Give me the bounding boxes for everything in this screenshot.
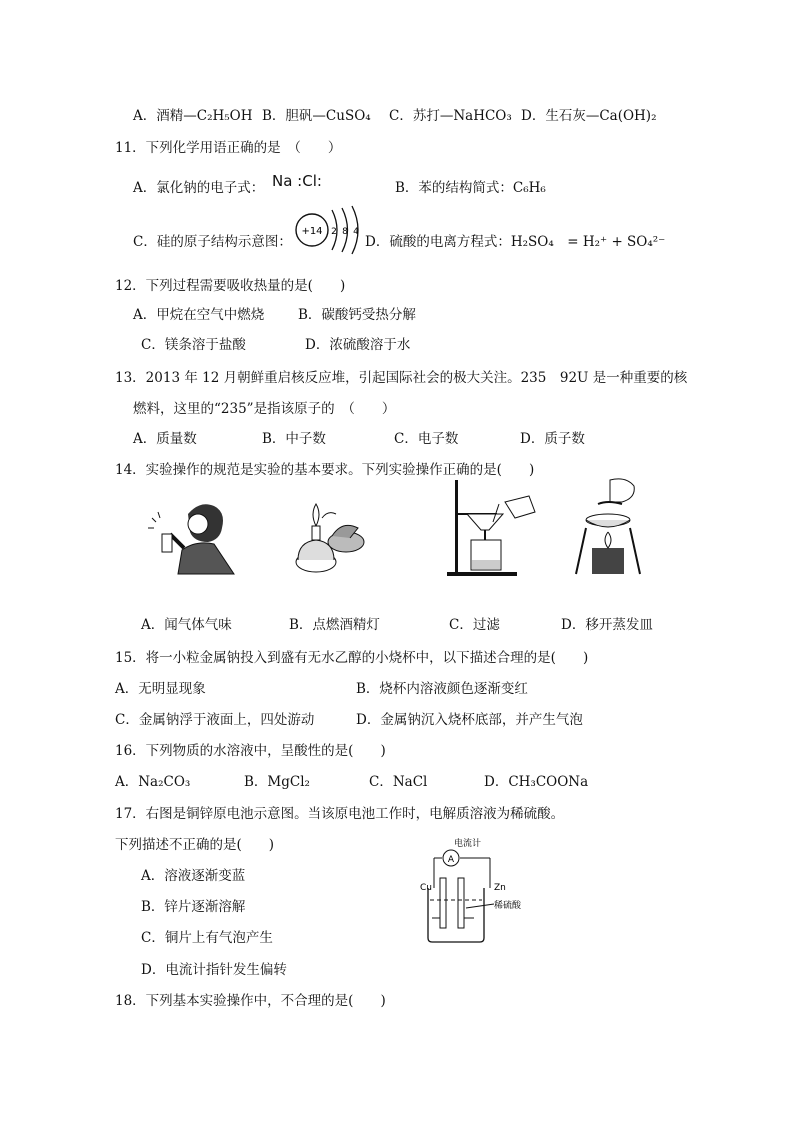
q12-stem: 12．下列过程需要吸收热量的是( ) <box>115 278 346 294</box>
q12-option-d: D．浓硫酸溶于水 <box>305 337 411 353</box>
q17-option-b: B．锌片逐渐溶解 <box>141 899 246 915</box>
q17-option-c: C．铜片上有气泡产生 <box>141 930 273 946</box>
q16-option-a: A．Na₂CO₃ <box>115 774 191 790</box>
q13-option-a: A．质量数 <box>133 431 197 447</box>
q10-option-a: A．酒精—C₂H₅OH <box>133 108 253 124</box>
q16-option-c: C．NaCl <box>369 774 428 790</box>
q15-stem: 15．将一小粒金属钠投入到盛有无水乙醇的小烧杯中，以下描述合理的是( ) <box>115 650 589 666</box>
silicon-atom-diagram <box>290 204 366 256</box>
q11-option-d: D．硫酸的电离方程式：H₂SO₄ = H₂⁺ + SO₄²⁻ <box>365 234 666 250</box>
q13-option-b: B．中子数 <box>262 431 326 447</box>
q12-option-c: C．镁条溶于盐酸 <box>141 337 246 353</box>
q11-stem: 11．下列化学用语正确的是 （ ） <box>115 140 342 156</box>
q13-stem-line2: 燃料，这里的“235”是指该原子的 （ ） <box>133 401 396 417</box>
q17-option-d: D．电流计指针发生偏转 <box>141 962 287 978</box>
q14-option-d: D．移开蒸发皿 <box>561 617 653 633</box>
alcohol-lamp-image <box>292 492 370 576</box>
q17-stem: 17．右图是铜锌原电池示意图。当该原电池工作时，电解质溶液为稀硫酸。 <box>115 806 565 822</box>
copper-electrode-label: Cu <box>420 883 432 893</box>
q10-option-c: C．苏打—NaHCO₃ <box>389 108 512 124</box>
q18-stem: 18．下列基本实验操作中，不合理的是( ) <box>115 993 386 1009</box>
q15-option-c: C．金属钠浮于液面上，四处游动 <box>115 712 315 728</box>
dilute-sulfuric-acid-label: 稀硫酸 <box>494 901 522 911</box>
q15-option-b: B．烧杯内溶液颜色逐渐变红 <box>356 681 528 697</box>
galvanic-cell-diagram <box>414 836 524 948</box>
q16-option-d: D．CH₃COONa <box>484 774 589 790</box>
filtration-image <box>445 478 537 578</box>
ammeter-label: 电流计 <box>454 839 482 849</box>
q14-option-a: A．闻气体气味 <box>141 617 232 633</box>
q14-stem: 14．实验操作的规范是实验的基本要求。下列实验操作正确的是( ) <box>115 462 535 478</box>
zinc-electrode-label: Zn <box>494 883 506 893</box>
q15-option-a: A．无明显现象 <box>115 681 206 697</box>
q17-stem-line2: 下列描述不正确的是( ) <box>115 837 275 853</box>
q11-option-a-formula: Na :Cl: <box>272 172 322 190</box>
q12-option-b: B．碳酸钙受热分解 <box>298 307 416 323</box>
q13-option-c: C．电子数 <box>394 431 459 447</box>
q11-option-a-label: A．氯化钠的电子式： <box>133 180 265 196</box>
q10-option-d: D．生石灰—Ca(OH)₂ <box>521 108 657 124</box>
q13-option-d: D．质子数 <box>520 431 585 447</box>
ammeter-symbol: A <box>447 855 455 865</box>
evaporating-dish-image <box>570 474 646 578</box>
q12-option-a: A．甲烷在空气中燃烧 <box>133 307 265 323</box>
q14-option-c: C．过滤 <box>449 617 500 633</box>
atom-nucleus-label: +14 <box>301 226 323 237</box>
q15-option-d: D．金属钠沉入烧杯底部，并产生气泡 <box>356 712 583 728</box>
q14-option-b: B．点燃酒精灯 <box>289 617 380 633</box>
q11-option-b: B．苯的结构简式：C₆H₆ <box>395 180 546 196</box>
atom-shell-3: 4 <box>353 227 359 237</box>
smell-gas-image <box>148 494 240 576</box>
atom-shell-2: 8 <box>342 227 348 237</box>
q13-stem-line1: 13．2013 年 12 月朝鲜重启核反应堆，引起国际社会的极大关注。235 92U 是一种重要的核 <box>115 370 688 386</box>
q16-option-b: B．MgCl₂ <box>244 774 310 790</box>
q11-option-c-label: C．硅的原子结构示意图： <box>133 234 292 250</box>
q17-option-a: A．溶液逐渐变蓝 <box>141 868 246 884</box>
q10-option-b: B．胆矾—CuSO₄ <box>262 108 371 124</box>
q16-stem: 16．下列物质的水溶液中，呈酸性的是( ) <box>115 743 386 759</box>
atom-shell-1: 2 <box>331 227 337 237</box>
